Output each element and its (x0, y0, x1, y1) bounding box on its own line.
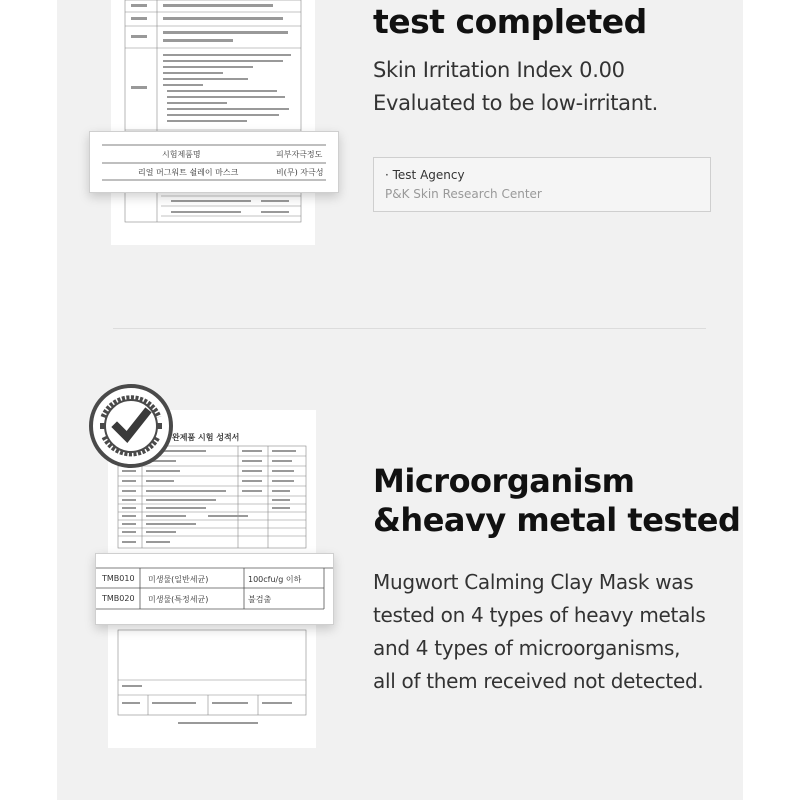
section-divider (113, 328, 706, 329)
section1-line-1: Skin Irritation Index 0.00 (373, 58, 625, 82)
irritation-result-zoom-panel (89, 131, 339, 193)
zoom-row-product: 리얼 머그워트 쉴레이 마스크 (138, 168, 239, 177)
zoom-row2-name: 미생물(특정세균) (148, 595, 209, 604)
zoom-row1-name: 미생물(일반세균) (148, 575, 209, 584)
section2-title-line-2: &heavy metal tested (373, 501, 741, 539)
test-agency-label: · Test Agency (385, 168, 465, 182)
zoom-row2-code: TMB020 (102, 594, 135, 603)
zoom-header-irritation: 피부자극정도 (276, 150, 323, 159)
section2-line-2: tested on 4 types of heavy metals (373, 603, 706, 627)
zoom-row-irritation: 비(무) 자극성 (276, 168, 324, 177)
tested-approved-stamp (88, 383, 174, 469)
zoom-row1-value: 100cfu/g 이하 (248, 575, 302, 584)
irritation-test-report-image (111, 0, 315, 245)
test-agency-box (373, 157, 711, 212)
test-agency-name: P&K Skin Research Center (385, 187, 542, 201)
zoom-row2-value: 불검출 (248, 595, 272, 604)
zoom-row1-code: TMB010 (102, 574, 135, 583)
section2-line-4: all of them received not detected. (373, 669, 704, 693)
section2-title-line-1: Microorganism (373, 462, 635, 500)
section1-title: test completed (373, 2, 647, 41)
section1-line-2: Evaluated to be low-irritant. (373, 91, 659, 115)
section2-line-3: and 4 types of microorganisms, (373, 636, 681, 660)
section2-line-1: Mugwort Calming Clay Mask was (373, 570, 694, 594)
microbe-report-title: 완제품 시험 성적서 (172, 433, 240, 442)
zoom-header-product: 시험제품명 (162, 150, 201, 159)
microbe-result-zoom-panel (95, 553, 334, 625)
